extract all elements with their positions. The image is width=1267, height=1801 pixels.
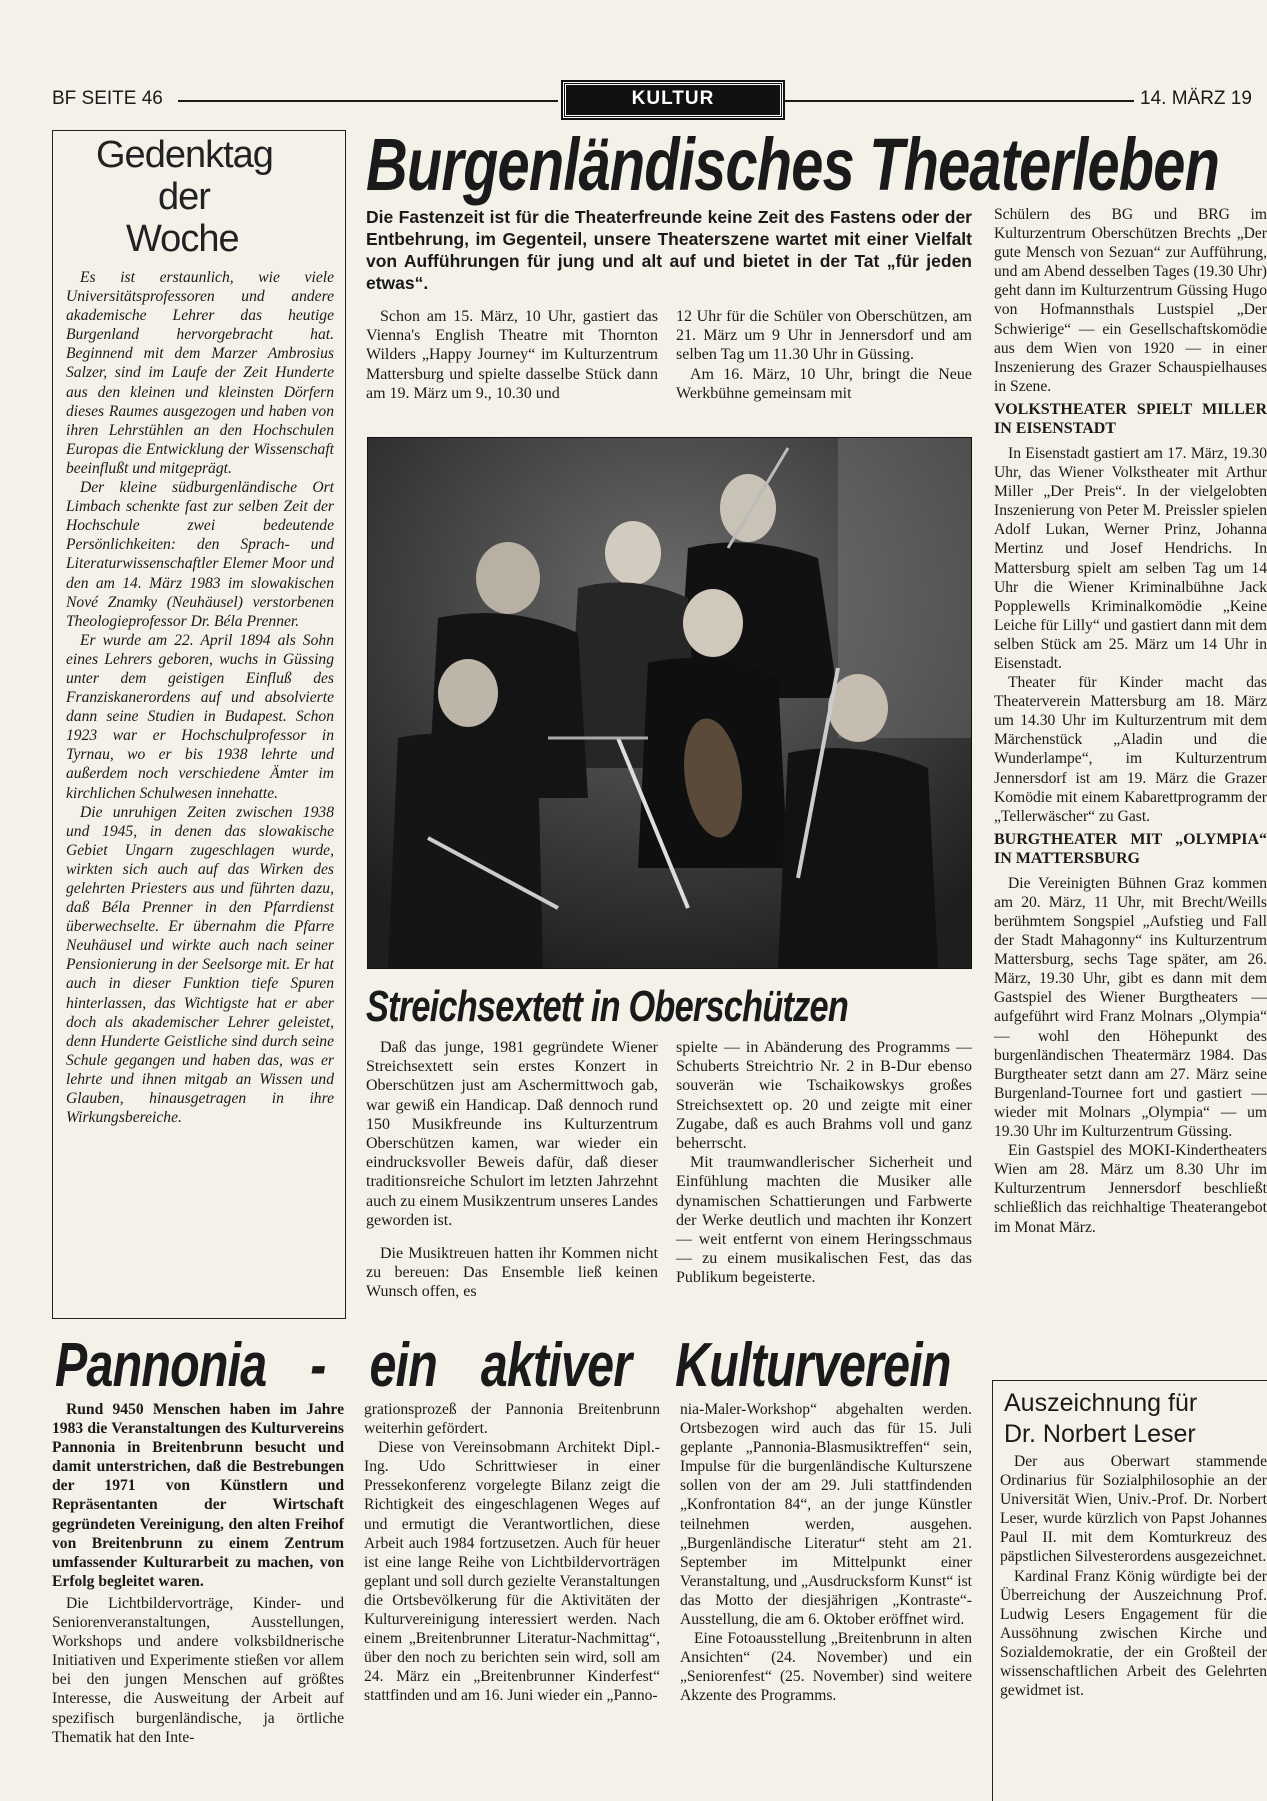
sextett-col-2 xyxy=(676,1038,972,1288)
pannonia-paragraph: grationsprozeß der Pannonia Breitenbrunn weiterhin gefördert. xyxy=(364,1401,660,1438)
gedenktag-paragraph: Es ist erstaunlich, wie viele Universitätsprofessoren und andere akademische Lehrer das heutige Burgenland hervorgebracht hat. Beginnend mit dem Marzer Ambrosius Salzer, sind im Laufe der Zeit Hunderte aus den kleinen und kleinsten Dörfern dieses Raumes ausgezogen und haben von ihren Lehrstühlen an den Hochschulen Europas die Entwicklung der Wissenschaft beeinflußt und mitgeprägt. xyxy=(66,269,334,477)
pannonia-paragraph: Die Lichtbildervorträge, Kinder- und Seniorenveranstaltungen, Ausstellungen, Workshops und andere volksbildnerische Initiativen und Experimente stießen vor allem bei den jungen Menschen auf größtes Interesse, die Ausweitung der Arbeit auf spezifisch burgenländische, ja örtliche Thematik hat den Inte- xyxy=(52,1595,344,1746)
award-paragraph: Der aus Oberwart stammende Ordinarius für Sozialphilosophie an der Universität Wien, Univ.-Prof. Dr. Norbert Leser, wurde kürzlich von Papst Johannes Paul II. mit dem Komturkreuz des päpstlichen Silvesterordens ausgezeichnet. xyxy=(1000,1453,1267,1566)
theater-paragraph: Schülern des BG und BRG im Kulturzentrum Oberschützen Brechts „Der gute Mensch von Sezuan“ zur Aufführung, und am Abend desselben Tages (19.30 Uhr) geht dann im Kulturzentrum Güssing Hugo von Hofmannsthals Lustspiel „Der Schwierige“ — ein Gesellschaftskomödie aus dem Wien von 1920 — in einer Inszenierung des Grazer Schauspielhauses in Szene. xyxy=(994,206,1267,395)
string-sextet-photo xyxy=(367,437,972,969)
theater-paragraph: Schon am 15. März, 10 Uhr, gastiert das Vienna's English Theatre mit Thornton Wilders „Happy Journey“ im Kulturzentrum Mattersburg und spielte dasselbe Stück dann am 19. März um 9., 10.30 und xyxy=(366,308,658,402)
theater-col-3 xyxy=(994,205,1267,1237)
theater-paragraph: Die Vereinigten Bühnen Graz kommen am 20. März, 11 Uhr, mit Brecht/Weills berühmtem Songspiel „Aufstieg und Fall der Stadt Mahagonny“ ins Kulturzentrum Mattersburg, sechs Tage später, am 26. März, 19.30 Uhr, gibt es dann mit dem Gastspiel des Wiener Burgtheaters — aufgeführt wird Franz Molnars „Olympia“ — wohl den Höhepunkt des burgenländischen Theatermärz 1984. Das Burgtheater setzt dann am 27. März seine Burgenland-Tournee fort und gastiert — wieder mit Molnars „Olympia“ — um 19.30 Uhr im Kulturzentrum Güssing. xyxy=(994,874,1267,1141)
theater-paragraph: Am 16. März, 10 Uhr, bringt die Neue Werkbühne gemeinsam mit xyxy=(676,365,972,402)
gedenktag-title xyxy=(96,134,273,260)
theater-subheading: VOLKSTHEATER SPIELT MILLER IN EISENSTADT xyxy=(994,400,1267,437)
sextett-paragraph: Die Musiktreuen hatten ihr Kommen nicht zu bereuen: Das Ensemble ließ keinen Wunsch offen, es xyxy=(366,1245,658,1301)
pannonia-col-3 xyxy=(680,1400,972,1706)
theater-paragraph: Theater für Kinder macht das Theaterverein Mattersburg am 18. März um 14.30 Uhr im Kulturzentrum mit dem Märchenstück „Aladin und die Wunderlampe“, im Kulturzentrum Jennersdorf ist am 19. März die Grazer Komödie mit einem Kabarettprogramm der „Tellerwäscher“ zu Gast. xyxy=(994,674,1267,825)
sextett-col-1 xyxy=(366,1038,658,1302)
gedenktag-paragraph: Die unruhigen Zeiten zwischen 1938 und 1945, in denen das slowakische Gebiet Ungarn zugeschlagen wurde, wirkten sich auch auf das Wirken des gelehrten Priesters aus und führten dazu, daß Béla Prenner in den Pfarrdienst überwechselte. Er übernahm die Pfarre Neuhäusel und wirkte auch nach seiner Pensionierung in der Seelsorge mit. Er hat auch in dieser Funktion tiefe Spuren hinterlassen, das Wichtigste hat er aber doch als akademischer Lehrer geleistet, denn Hunderte Geistliche sind durch seine Schule gegangen und haben das, was er lehrte und ihnen mitgab an Wissen und Glauben, hinausgetragen in ihre Wirkungsbereiche. xyxy=(66,803,334,1127)
pannonia-col-2 xyxy=(364,1400,660,1706)
sextett-paragraph: spielte — in Abänderung des Programms — Schuberts Streichtrio Nr. 2 in B-Dur ebenso souverän wie Tschaikowskys großes Streichsextett op. 20 und zeigte mit einer Zugabe, daß es auch Brahms voll und ganz beherrscht. xyxy=(676,1039,972,1153)
issue-date: 14. MÄRZ 19 xyxy=(1140,88,1252,109)
gedenktag-title-line: Woche xyxy=(126,218,239,260)
sextett-headline: Streichsextett in Oberschützen xyxy=(366,982,849,1031)
section-label: KULTUR xyxy=(563,82,783,118)
gedenktag-title-line: der xyxy=(158,176,210,218)
photo-illustration xyxy=(368,438,971,968)
award-body xyxy=(1000,1452,1267,1700)
header-rule-right xyxy=(784,100,1134,102)
theater-paragraph: Ein Gastspiel des MOKI-Kindertheaters Wien am 28. März um 8.30 Uhr im Kulturzentrum Jennersdorf beschließt schließlich das reichhaltige Theaterangebot im Monat März. xyxy=(994,1142,1267,1236)
pannonia-paragraph: nia-Maler-Workshop“ abgehalten werden. Ortsbezogen wird auch das für 15. Juli geplante „Pannonia-Blasmusiktreffen“ sein, Impulse für die burgenländische Kulturszene sollen von der am 29. Juli stattfindenden „Konfrontation 84“, an der junge Künstler teilnehmen werden, ausgehen. „Burgenländische Literatur“ steht am 21. September im Mittelpunkt einer Veranstaltung, und „Ausdrucksform Kunst“ ist das Motto der diesjährigen „Kontraste“-Ausstellung, die am 6. Oktober eröffnet wird. xyxy=(680,1401,972,1629)
award-title xyxy=(1004,1388,1197,1450)
award-title-line: Auszeichnung für xyxy=(1004,1389,1198,1417)
award-title-line: Dr. Norbert Leser xyxy=(1004,1420,1196,1448)
gedenktag-paragraph: Der kleine südburgenländische Ort Limbach schenkte fast zur selben Zeit der Hochschule zwei bedeutende Persönlichkeiten: den Sprach- und Literaturwissenschaftler Elemer Moor und den am 14. März 1983 im slowakischen Nové Znamky (Neuhäusel) verstorbenen Theologieprofessor Dr. Béla Prenner. xyxy=(66,479,334,630)
header-rule-left xyxy=(178,100,558,102)
theater-subheading: BURGTHEATER MIT „OLYMPIA“ IN MATTERSBURG xyxy=(994,830,1267,867)
theater-lead: Die Fastenzeit ist für die Theaterfreunde keine Zeit des Fastens oder der Entbehrung, im Gegenteil, unsere Theaterszene wartet mit einer Vielfalt von Aufführungen für jung und alt auf und bietet in der Tat „für jeden etwas“. xyxy=(366,207,972,293)
theater-col-2 xyxy=(676,307,972,403)
gedenktag-title-line: Gedenktag xyxy=(96,134,273,176)
theater-paragraph: In Eisenstadt gastiert am 17. März, 19.30 Uhr, das Wiener Volkstheater mit Arthur Miller „Der Preis“. In der vielgelobten Inszenierung von Peter M. Preissler spielen Adolf Lukan, Werner Prinz, Johanna Mertinz und Josef Hendrichs. In Mattersburg spielt am selben Tag um 14 Uhr die Wiener Kriminalbühne Jack Popplewells Kriminalkomödie „Keine Leiche für Lilly“ und gastiert dann mit dem selben Stück am 25. März um 14 Uhr in Eisenstadt. xyxy=(994,444,1267,672)
pannonia-lead: Rund 9450 Menschen haben im Jahre 1983 die Veranstaltungen des Kulturvereins Pannonia in Breitenbrunn besucht und damit unterstrichen, daß die Bestrebungen der 1971 von Künstlern und Repräsentanten der Wirtschaft gegründeten Vereinigung, den alten Freihof von Breitenbrunn zu einem Zentrum umfassender Kulturarbeit zu machen, von Erfolg begleitet waren. xyxy=(52,1401,344,1590)
pannonia-paragraph: Diese von Vereinsobmann Architekt Dipl.-Ing. Udo Schrittwieser in einer Pressekonferenz vorgelegte Bilanz zeigt die Richtigkeit des eingeschlagenen Weges auf und ermutigt die Verantwortlichen, diese Arbeit auch 1984 fortzusetzen. Auch für heuer ist eine lange Reihe von Lichtbildervorträgen geplant und soll durch gezielte Veranstaltungen die Ortsbevölkerung für die Aktivitäten der Kulturvereinigung interessiert werden. Nach einem „Breitenbrunner Literatur-Nachmittag“, über den noch zu berichten sein wird, soll am 24. März ein „Breitenbrunner Kinderfest“ stattfinden und am 16. Juni wieder ein „Panno- xyxy=(364,1439,660,1705)
pannonia-col-1b xyxy=(52,1594,344,1747)
pannonia-paragraph: Eine Fotoausstellung „Breitenbrunn in alten Ansichten“ (24. November) und ein „Seniorenfest“ (25. November) sind weitere Akzente des Programms. xyxy=(680,1630,972,1705)
sextett-paragraph: Daß das junge, 1981 gegründete Wiener Streichsextett sein erstes Konzert in Oberschützen just am Aschermittwoch gab, war gewiß ein Handicap. Daß dennoch rund 150 Musikfreunde ins Kulturzentrum Oberschützen kamen, war wieder ein eindrucksvoller Beweis dafür, daß dieser traditionsreiche Schulort im letzten Jahrzehnt auch zu einem Musikzentrum unseres Landes geworden ist. xyxy=(366,1039,658,1229)
sextett-paragraph: Mit traumwandlerischer Sicherheit und Einfühlung machten die Musiker alle dynamischen Schattierungen und Farbwerte der Werke deutlich und machten ihr Konzert — weit entfernt von einem Heringsschmaus — zu einem musikalischen Fest, das das Publikum begeisterte. xyxy=(676,1154,972,1287)
theater-headline: Burgenländisches Theaterleben xyxy=(366,123,1220,206)
theater-paragraph: 12 Uhr für die Schüler von Oberschützen, am 21. März um 9 Uhr in Jennersdorf und am selben Tag um 11.30 Uhr in Güssing. xyxy=(676,308,972,364)
page-number: BF SEITE 46 xyxy=(52,88,163,109)
gedenktag-paragraph: Er wurde am 22. April 1894 als Sohn eines Lehrers geboren, wuchs in Güssing unter dem geistigen Einfluß des Franziskanerordens auf und absolvierte dann seine Studien in Budapest. Schon 1923 war er Hochschulprofessor in Tyrnau, wo er bis 1938 lehrte und außerdem noch verschiedene Ämter im kirchlichen Schulwesen innehatte. xyxy=(66,631,334,802)
theater-col-1 xyxy=(366,307,658,403)
pannonia-headline: Pannonia - ein aktiver Kulturverein xyxy=(55,1331,951,1400)
gedenktag-body xyxy=(66,268,334,1127)
award-paragraph: Kardinal Franz König würdigte bei der Überreichung der Auszeichnung Prof. Ludwig Lesers Engagement für die Aussöhnung zwischen Kirche und Sozialdemokratie, der ein Großteil der wissenschaftlichen Arbeit des Gelehrten gewidmet ist. xyxy=(1000,1567,1267,1700)
pannonia-col-1 xyxy=(52,1400,344,1591)
